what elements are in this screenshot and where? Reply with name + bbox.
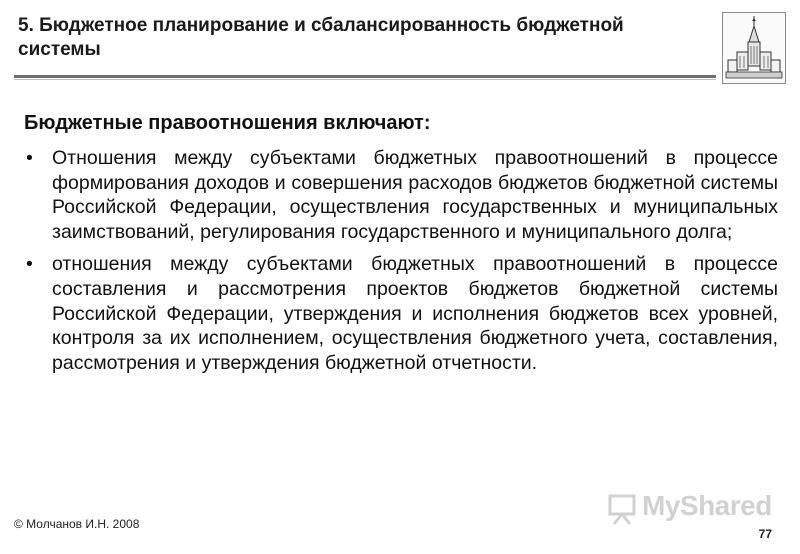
- title-divider: [14, 75, 716, 78]
- bullet-list: [24, 146, 778, 375]
- watermark: [604, 488, 774, 528]
- slide-body: [24, 110, 778, 383]
- watermark-text: MyShared: [642, 490, 772, 521]
- list-item: [24, 146, 778, 244]
- bullet-icon: •: [26, 253, 33, 276]
- body-heading: Бюджетные правоотношения включают:: [24, 112, 431, 134]
- university-building-icon: [722, 12, 786, 84]
- copyright-footer: © Молчанов И.Н. 2008: [14, 517, 140, 531]
- list-item: [24, 252, 778, 375]
- slide-title: 5. Бюджетное планирование и сбалансированность бюджетной системы: [18, 15, 624, 60]
- presentation-board-icon: [604, 490, 640, 526]
- title-divider-thin: [14, 79, 716, 80]
- page-number: 77: [758, 527, 772, 541]
- bullet-icon: •: [26, 147, 33, 169]
- bullet-text: отношения между субъектами бюджетных правоотношений в процессе составления и рассмотрения проектов бюджетов бюджетной системы Российской Федерации, утверждения и исполнения бюджетов всех уровней, контроля за их исполнением, осуществления бюджетного учета, составления, рассмотрения и утверждения бюджетной отчетности.: [52, 253, 778, 374]
- bullet-text: Отношения между субъектами бюджетных правоотношений в процессе формирования доходов и совершения расходов бюджетов бюджетной системы Российской Федерации, осуществления государственных и муниципальных заимствований, регулирования государственного и муниципального долга;: [52, 147, 778, 243]
